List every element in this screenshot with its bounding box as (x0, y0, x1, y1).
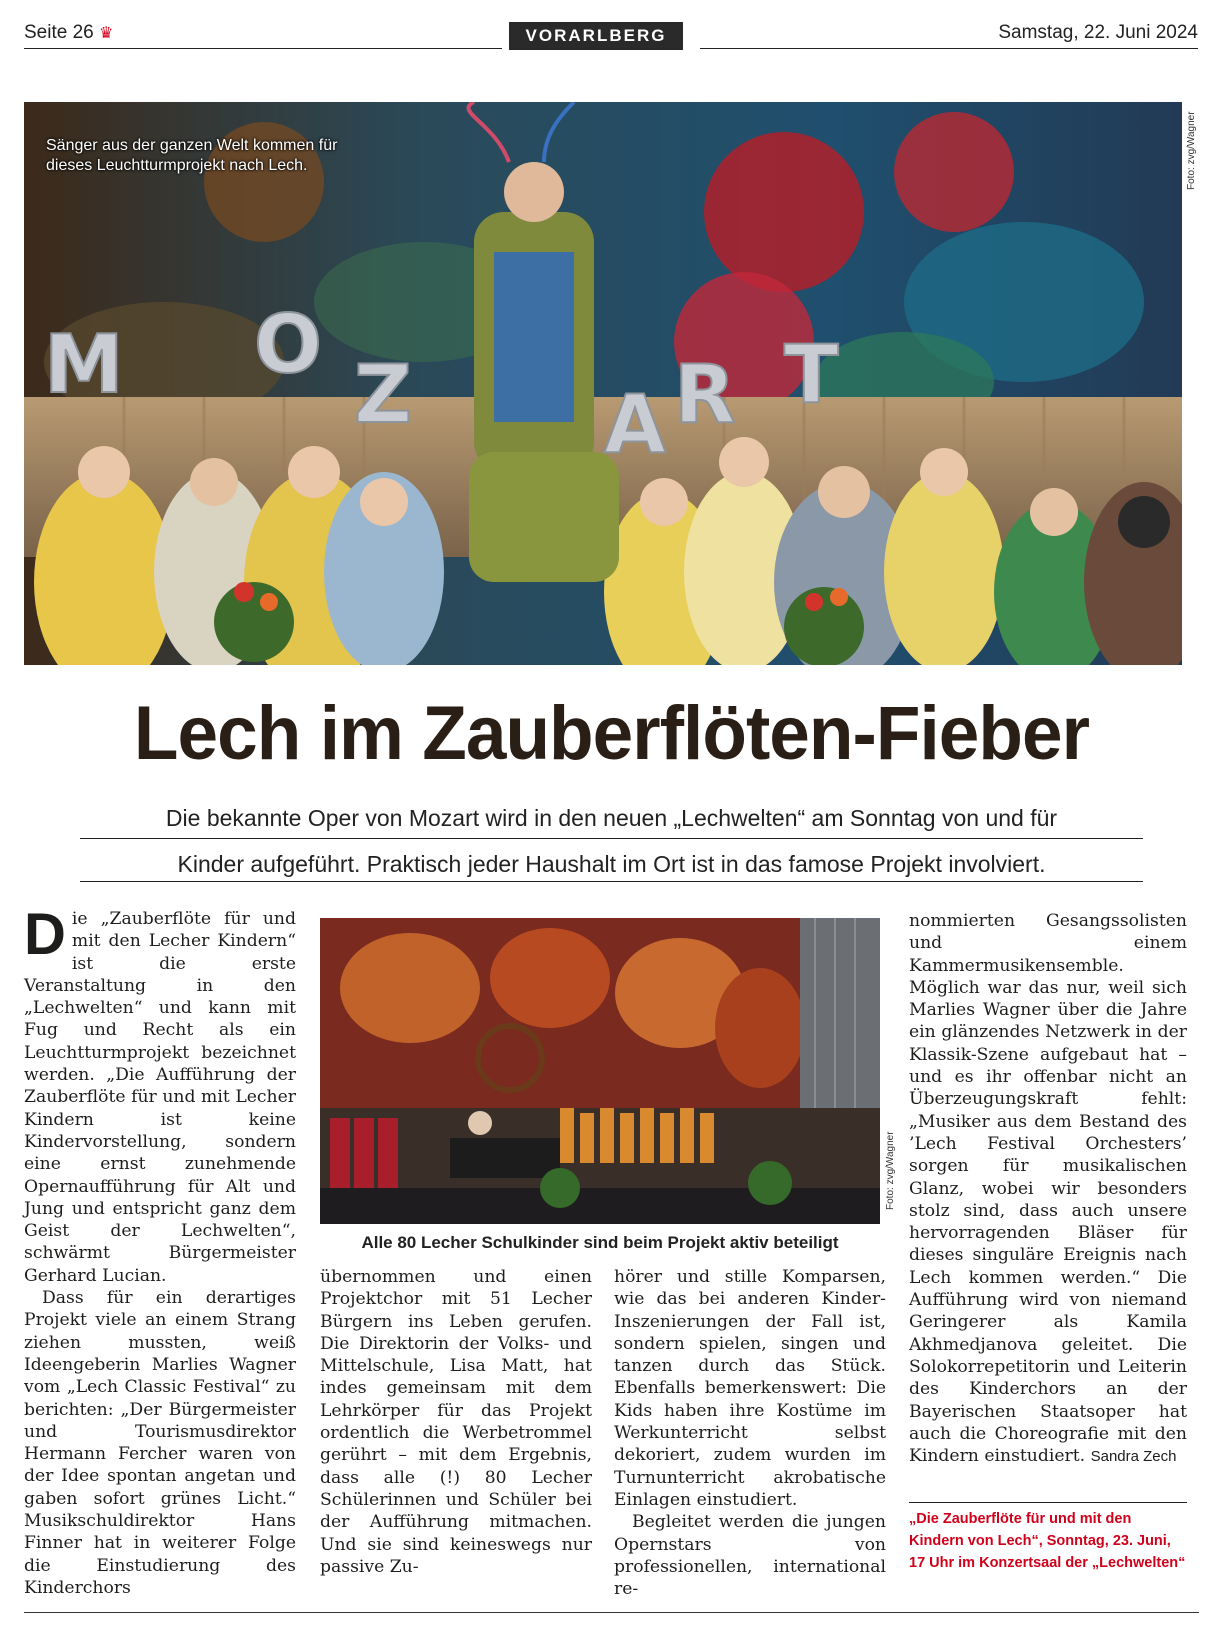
top-photo-caption: Sänger aus der ganzen Welt kommen für dieses Leuchtturmprojekt nach Lech. (46, 137, 338, 174)
top-photo-credit: Foto: zvg/Wagner (1186, 111, 1197, 190)
balloon-letter: A (604, 378, 666, 471)
balloon-letter: M (44, 318, 124, 411)
inline-photo-image (320, 918, 880, 1224)
article-closing-text: nommierten Gesangssolisten und einem Kammermusikensemble. Möglich war das nur, weil sich Marlies Wagner über die Jahre ein glänzendes Netzwerk in der Klassik-Szene aufgebaut hat – und es ihr offenbar nicht an Überzeugungskraft fehlt: „Musiker aus dem Bestand des ’Lech Festival Orchesters’ sorgen für musikalischen Glanz, wobei wir besonders stolz sind, dass auch unsere hervorragenden Bläser für dieses singuläre Ereignis nach Lech kommen werden.“ Die Aufführung wird von niemand Geringerer als Kamila Akhmedjanova geleitet. Die Solokorrepetitorin und Leiterin des Kinderchors an der Bayerischen Staatsoper hat auch die Choreografie mit den Kindern einstudiert. (909, 911, 1187, 1467)
inline-photo-credit: Foto: zvg/Wagner (885, 1131, 896, 1210)
article-paragraph: hörer und stille Komparsen, wie das bei anderen Kinder-Inszenierungen der Fall ist, sondern spielen, singen und tanzen durch das Stück. Ebenfalls bemerkenswert: Die Kids haben ihre Kostüme im Werkunterricht selbst dekoriert, zudem wurden im Turnunterricht akrobatische Einlagen einstudiert. (614, 1267, 886, 1510)
issue-date: Samstag, 22. Juni 2024 (998, 22, 1198, 43)
article-column-1 (24, 902, 296, 1599)
deck-rule-top (80, 838, 1143, 839)
info-box-rule (909, 1502, 1187, 1503)
article-paragraph (909, 910, 1187, 1468)
headline: Lech im Zauberflöten-Fieber (133, 691, 1090, 776)
deck-line-1: Die bekannte Oper von Mozart wird in den neuen „Lechwelten“ am Sonntag von und für (165, 805, 1058, 831)
article-column-2 (320, 1266, 592, 1578)
top-photo-image (24, 102, 1182, 665)
article-paragraph (24, 902, 296, 1287)
article-column-3 (614, 1266, 886, 1600)
header-rule-left (24, 48, 502, 49)
page-number-label: Seite 26 (24, 22, 94, 43)
inline-photo-caption: Alle 80 Lecher Schulkinder sind beim Projekt aktiv beteiligt (361, 1233, 839, 1252)
balloon-letter: O (254, 298, 323, 391)
balloon-letter: T (784, 328, 839, 421)
event-info-box: „Die Zauberflöte für und mit den Kindern von Lech“, Sonntag, 23. Juni, 17 Uhr im Konzertsaal der „Lechwelten“ (909, 1511, 1186, 1571)
balloon-letter: R (674, 348, 736, 441)
article-intro: ie „Zauberflöte für und mit den Lecher Kindern“ ist die erste Veranstaltung in den „Lechwelten“ und kann mit Fug und Recht als ein Leuchtturmprojekt bezeichnet werden. „Die Aufführung der Zauberflöte für und mit Lecher Kindern ist keine Kindervorstellung, sondern eine ernst zunehmende Opernaufführung für Alt und Jung und entspricht ganz dem Geist der Lechwelten“, schwärmt Bürgermeister Gerhard Lucian. (24, 909, 296, 1286)
crown-icon: ♛ (99, 25, 114, 42)
header-rule-right (700, 48, 1198, 49)
article-column-4 (909, 910, 1187, 1468)
article-paragraph: Dass für ein derartiges Projekt viele an einem Strang ziehen mussten, weiß Ideengeberin Marlies Wagner vom „Lech Classic Festival“ zu berichten: „Der Bürgermeister und Tourismusdirektor Hermann Fercher waren von der Idee spontan angetan und gaben sofort grünes Licht.“ Musikschuldirektor Hans Finner hat in weiterer Folge die Einstudierung des Kinderchors (24, 1288, 296, 1598)
page-bottom-rule (24, 1612, 1199, 1613)
inline-photo (320, 918, 880, 1224)
balloon-letter: Z (354, 348, 413, 441)
section-label: VORARLBERG (509, 22, 683, 50)
deck-line-2: Kinder aufgeführt. Praktisch jeder Haushalt im Ort ist in das famose Projekt involviert. (177, 851, 1046, 877)
author-byline: Sandra Zech (1090, 1448, 1177, 1466)
deck-rule-bottom (80, 881, 1143, 882)
article-paragraph: übernommen und einen Projektchor mit 51 Lecher Bürgern ins Leben gerufen. Die Direktorin der Volks- und Mittelschule, Lisa Matt, hat indes gemeinsam mit dem Lehrkörper für das Projekt ordentlich die Werbetrommel gerührt – mit dem Ergebnis, dass alle (!) 80 Lecher Schülerinnen und Schüler bei der Aufführung mitmachen. Und sie sind keineswegs nur passive Zu- (320, 1267, 592, 1577)
page-number (24, 22, 113, 44)
article-paragraph: Begleitet werden die jungen Opernstars von professionellen, international re- (614, 1512, 886, 1600)
drop-cap: D (24, 902, 66, 967)
top-photo (24, 102, 1182, 665)
